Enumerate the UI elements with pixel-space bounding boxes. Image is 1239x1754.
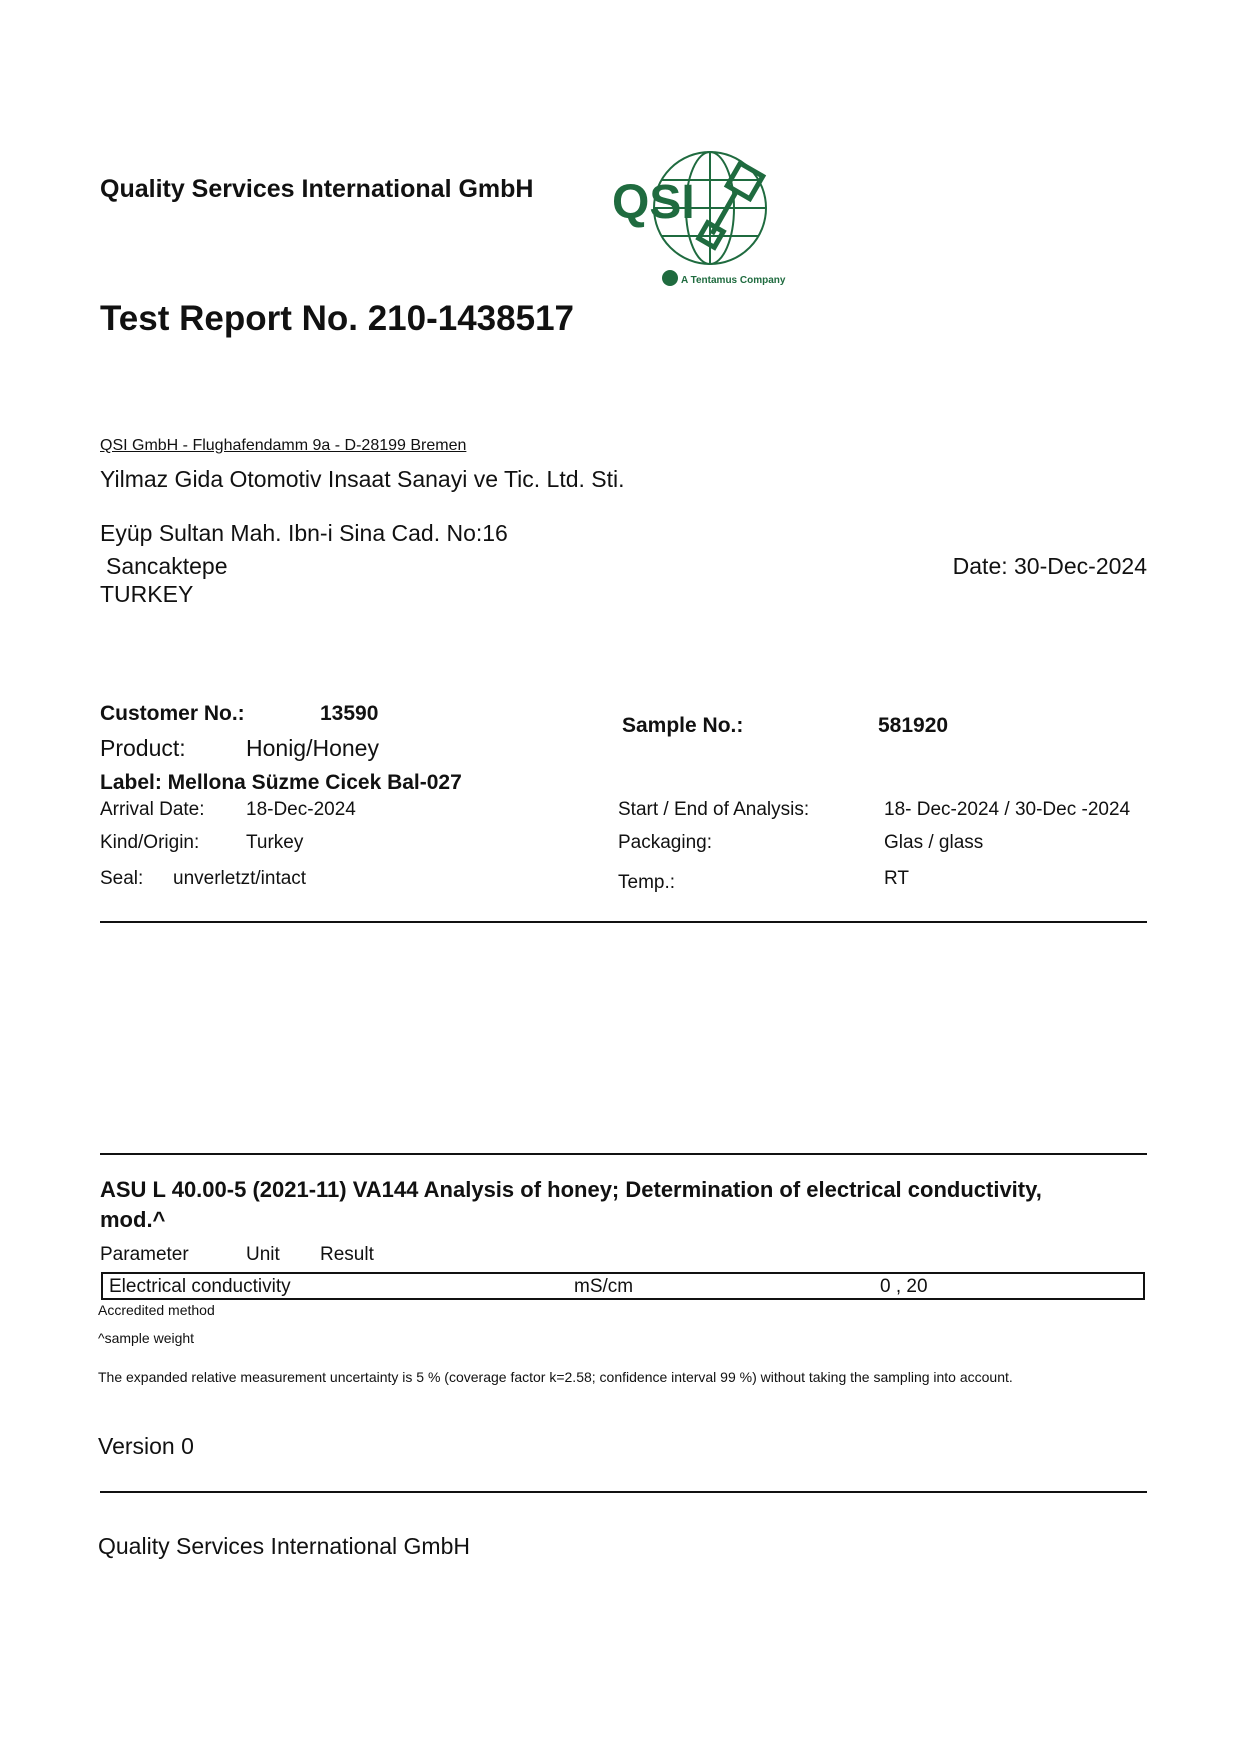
customer-no-value: 13590 [320,702,379,725]
result-value: 0 , 20 [880,1276,928,1297]
recipient-name: Yilmaz Gida Otomotiv Insaat Sanayi ve Tic. Ltd. Sti. [100,466,625,492]
column-header-parameter: Parameter [100,1244,189,1265]
company-heading: Quality Services International GmbH [100,175,534,203]
qsi-logo [612,146,792,294]
product-value: Honig/Honey [246,735,379,761]
tentamus-mark [662,270,678,286]
result-parameter: Electrical conductivity [109,1276,291,1297]
kind-origin-label: Kind/Origin: [100,832,200,853]
sample-weight-note: ^sample weight [98,1330,195,1346]
seal-label: Seal: [100,868,144,889]
version-label: Version 0 [98,1433,194,1459]
packaging-label: Packaging: [618,832,713,853]
customer-no-label: Customer No.: [100,702,245,725]
method-title: ASU L 40.00-5 (2021-11) VA144 Analysis of honey; Determination of electrical conductivity, mod.^ [100,1177,1042,1232]
logo-tagline: A Tentamus Company [681,275,786,286]
seal-value: unverletzt/intact [173,868,307,889]
arrival-date-label: Arrival Date: [100,799,205,820]
logo-text: QSI [612,176,695,229]
packaging-value: Glas / glass [884,832,984,853]
section-divider-method [100,1153,1147,1155]
result-table [101,1272,1145,1300]
temp-label: Temp.: [618,872,676,893]
arrival-date-value: 18-Dec-2024 [246,799,356,820]
result-unit: mS/cm [574,1276,634,1297]
section-divider-top [100,921,1147,923]
column-header-result: Result [320,1244,374,1265]
report-date: Date: 30-Dec-2024 [952,553,1147,579]
sample-no-value: 581920 [878,714,949,737]
accredited-note: Accredited method [98,1302,215,1318]
recipient-country: TURKEY [100,581,194,607]
product-label: Product: [100,735,186,761]
sender-address-line: QSI GmbH - Flughafendamm 9a - D-28199 Bremen [100,437,467,454]
recipient-district: Sancaktepe [106,553,228,579]
column-header-unit: Unit [246,1244,280,1265]
analysis-period-label: Start / End of Analysis: [618,799,810,820]
section-divider-footer [100,1491,1147,1493]
footer-company: Quality Services International GmbH [98,1533,470,1559]
recipient-street: Eyüp Sultan Mah. Ibn-i Sina Cad. No:16 [100,520,508,546]
sample-no-label: Sample No.: [622,714,744,737]
analysis-period-value: 18- Dec-2024 / 30-Dec -2024 [884,799,1131,820]
kind-origin-value: Turkey [246,832,304,853]
label-line: Label: Mellona Süzme Cicek Bal-027 [100,771,462,794]
report-title: Test Report No. 210-1438517 [100,299,575,338]
uncertainty-note: The expanded relative measurement uncertainty is 5 % (coverage factor k=2.58; confidence interval 99 %) without taking the sampling into account. [98,1369,1013,1385]
temp-value: RT [884,868,909,889]
